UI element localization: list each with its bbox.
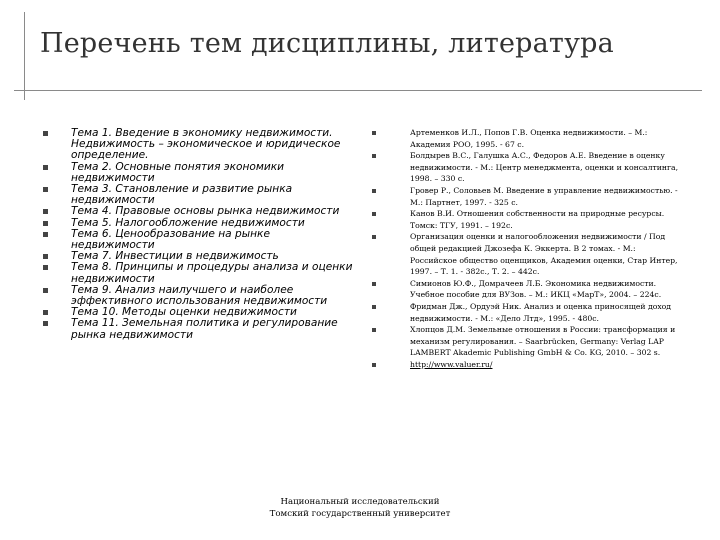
footer-university <box>200 496 520 520</box>
topic-text: Тема 6. Ценообразование на рынке недвижимости <box>71 227 270 252</box>
topic-text: Тема 4. Правовые основы рынка недвижимости <box>71 205 340 218</box>
literature-text: Артеменков И.Л., Попов Г.В. Оценка недвижимости. – М.: Академия РОО, 1995. - 67 с. <box>410 128 648 149</box>
topic-text: Тема 8. Принципы и процедуры анализа и оценки недвижимости <box>71 261 353 285</box>
square-bullet-icon <box>372 154 376 158</box>
literature-text: Симионов Ю.Ф., Домрачеев Л.Б. Экономика недвижимости. Учебное пособие для ВУЗов. – М.: ИКЦ «МарТ», 2004. – 224с. <box>410 278 662 300</box>
literature-item <box>0 301 680 324</box>
topic-text: Тема 9. Анализ наилучшего и наиболее эффективного использования недвижимости <box>71 283 328 308</box>
topic-text: Тема 3. Становление и развитие рынка недвижимости <box>71 183 293 207</box>
square-bullet-icon <box>372 235 376 239</box>
literature-item <box>0 324 680 359</box>
square-bullet-icon <box>372 328 376 332</box>
literature-text: Фридман Дж., Ордуэй Ник. Анализ и оценка приносящей доход недвижимости. - М.: «Дело Лтд», 1995. - 480с. <box>410 301 672 323</box>
literature-text: Организация оценки и налогообложения недвижимости / Под общей редакцией Джозефа К. Эккерта. В 2 томах. - М.: Российское общество оценщиков, Академия оценки, Стар Интер, 1997. – Т. 1. - 382с., Т. 2. – 442с. <box>410 232 678 277</box>
topic-text: Тема 1. Введение в экономику недвижимости. Недвижимость – экономическое и юридическое определение. <box>71 127 341 162</box>
literature-item <box>0 231 680 277</box>
literature-item <box>0 127 680 150</box>
topic-text: Тема 11. Земельная политика и регулирование рынка недвижимости <box>71 317 338 341</box>
square-bullet-icon <box>372 189 376 193</box>
literature-item <box>0 208 680 231</box>
square-bullet-icon <box>372 131 376 135</box>
literature-item <box>0 359 680 371</box>
valuer-link[interactable]: http://www.valuer.ru/ <box>410 359 493 369</box>
slide-title: Перечень тем дисциплины, литература <box>40 28 614 59</box>
square-bullet-icon <box>372 305 376 309</box>
literature-text: Гровер Р., Соловьев М. Введение в управление недвижимостью. - М.: Партнет, 1997. - 325 с. <box>410 185 678 207</box>
literature-item <box>0 278 680 301</box>
topic-text: Тема 10. Методы оценки недвижимости <box>71 306 297 319</box>
literature-text: Хлопцов Д.М. Земельные отношения в России: трансформация и механизм регулирования. – Saarbrücken, Germany: Verlag LAP LAMBERT Akademic Publishing GmbH & Co. KG, 2010. – 302 s. <box>410 325 676 358</box>
topic-text: Тема 7. Инвестиции в недвижимость <box>71 250 279 263</box>
literature-item <box>0 185 680 208</box>
square-bullet-icon <box>372 282 376 286</box>
square-bullet-icon <box>372 363 376 367</box>
literature-text: Болдырев В.С., Галушка А.С., Федоров А.Е. Введение в оценку недвижимости. - М.: Центр менеджмента, оценки и консалтинга, 1998. – 330 с. <box>410 151 679 184</box>
topic-text: Тема 5. Налогообложение недвижимости <box>71 216 305 229</box>
footer-line-2: Томский государственный университет <box>269 509 451 519</box>
literature-text: Канов В.И. Отношения собственности на природные ресурсы. Томск: ТГУ, 1991. – 192с. <box>410 209 665 230</box>
literature-list <box>0 127 720 370</box>
footer-line-1: Национальный исследовательский <box>280 497 440 507</box>
square-bullet-icon <box>372 212 376 216</box>
frame-vertical-rule <box>24 12 25 100</box>
topic-text: Тема 2. Основные понятия экономики недвижимости <box>71 160 285 184</box>
literature-item <box>0 150 680 185</box>
frame-horizontal-rule <box>14 90 702 91</box>
